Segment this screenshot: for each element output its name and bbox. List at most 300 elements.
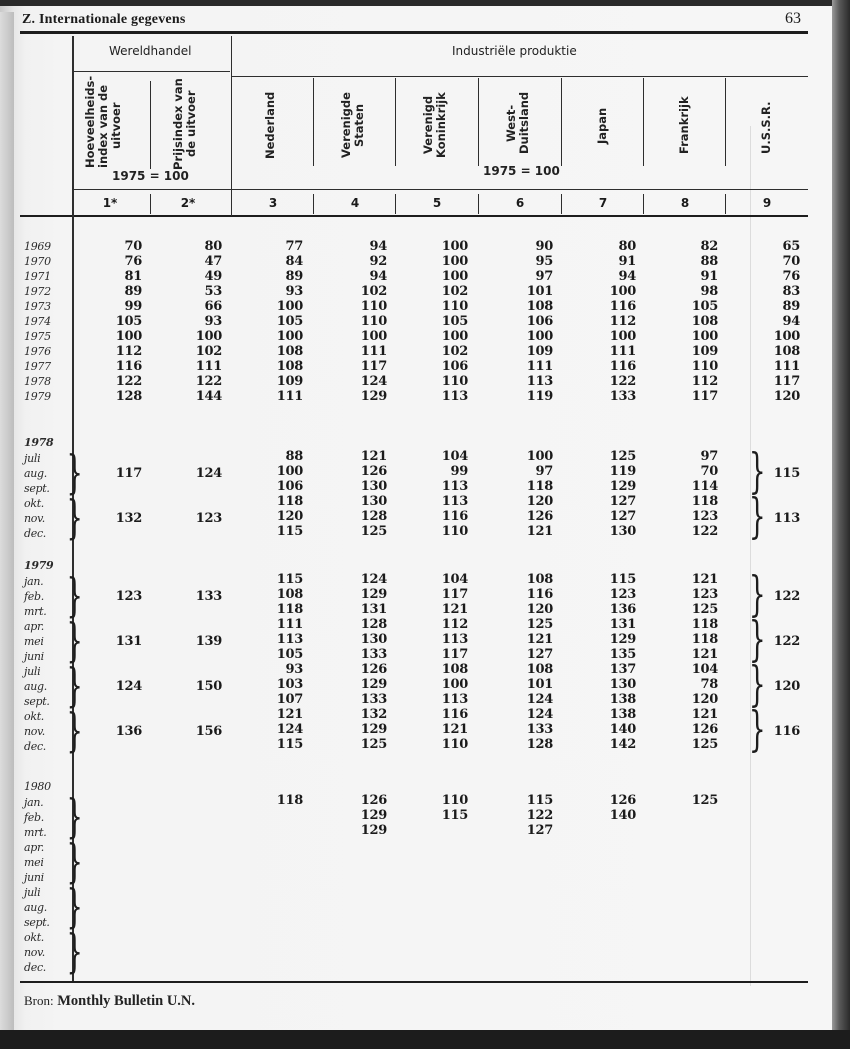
table-cell: 118: [276, 494, 303, 509]
table-cell: 138: [609, 692, 636, 707]
table-cell: 127: [609, 509, 636, 524]
table-cell: 120: [526, 602, 553, 617]
row-label-month: aug.: [24, 467, 47, 480]
table-cell: 120: [526, 494, 553, 509]
table-cell: 100: [609, 329, 636, 344]
table-cell: 126: [691, 722, 718, 737]
table-cell: 66: [204, 299, 222, 314]
table-cell: 133: [360, 692, 387, 707]
table-cell: 100: [441, 239, 468, 254]
table-cell: 88: [700, 254, 718, 269]
col-header-1: Hoeveelheids- index van de uitvoer: [83, 75, 123, 168]
table-cell: 102: [441, 344, 468, 359]
colnum-5: 5: [432, 196, 442, 210]
table-cell: 99: [124, 299, 142, 314]
table-cell: 80: [204, 239, 222, 254]
document-page: [0, 6, 832, 1030]
row-label-month: sept.: [24, 916, 50, 929]
table-cell: 89: [782, 299, 800, 314]
table-cell: 94: [369, 239, 387, 254]
table-cell: 113: [441, 632, 468, 647]
row-label-month: dec.: [24, 961, 47, 974]
table-cell: 122: [691, 524, 718, 539]
col-divider-5: [478, 78, 479, 166]
header-bottom-rule: [20, 215, 808, 217]
table-cell: 76: [782, 269, 800, 284]
table-cell: 93: [204, 314, 222, 329]
table-cell: 109: [691, 344, 718, 359]
table-cell: 115: [276, 524, 303, 539]
table-cell: 101: [526, 284, 553, 299]
table-cell: 116: [609, 299, 636, 314]
table-cell: 150: [195, 679, 222, 694]
table-cell: 113: [526, 374, 553, 389]
row-label-year: 1972: [24, 285, 51, 298]
row-label-month: apr.: [24, 620, 44, 633]
col-header-6: West- Duitsland: [504, 91, 531, 154]
table-cell: 97: [700, 449, 718, 464]
table-cell: 125: [691, 602, 718, 617]
row-label-year: 1976: [24, 345, 51, 358]
colnum-4: 4: [350, 196, 360, 210]
colnum-6: 6: [515, 196, 525, 210]
table-cell: 116: [609, 359, 636, 374]
table-cell: 113: [441, 479, 468, 494]
table-cell: 100: [441, 269, 468, 284]
brace-icon: }: [748, 566, 766, 622]
colnum-1: 1*: [102, 196, 118, 210]
table-cell: 111: [526, 359, 553, 374]
table-cell: 118: [526, 479, 553, 494]
table-cell: 105: [691, 299, 718, 314]
table-cell: 131: [360, 602, 387, 617]
source-note: [24, 993, 195, 1010]
table-cell: 93: [285, 662, 303, 677]
table-cell: 127: [526, 647, 553, 662]
table-cell: 115: [276, 572, 303, 587]
table-cell: 70: [124, 239, 142, 254]
brace-icon: }: [748, 701, 766, 757]
table-cell: 108: [526, 299, 553, 314]
table-cell: 100: [441, 677, 468, 692]
table-cell: 105: [276, 647, 303, 662]
table-cell: 125: [691, 737, 718, 752]
table-cell: 119: [526, 389, 553, 404]
base-year-left: 1975 = 100: [112, 169, 189, 183]
row-label-month: aug.: [24, 901, 47, 914]
col-divider-3b: [313, 194, 314, 214]
table-cell: 137: [609, 662, 636, 677]
table-cell: 110: [360, 314, 387, 329]
table-cell: 136: [609, 602, 636, 617]
col-divider-6b: [561, 194, 562, 214]
table-cell: 111: [276, 617, 303, 632]
table-cell: 78: [700, 677, 718, 692]
table-cell: 128: [360, 509, 387, 524]
top-rule: [20, 31, 808, 34]
colnum-rule: [72, 189, 808, 190]
table-cell: 108: [276, 344, 303, 359]
row-label-month: mei: [24, 635, 44, 648]
table-cell: 122: [773, 589, 800, 604]
table-cell: 131: [115, 634, 142, 649]
table-cell: 124: [115, 679, 142, 694]
row-label-year: 1970: [24, 255, 51, 268]
row-label-month: sept.: [24, 695, 50, 708]
row-label-month: juli: [24, 665, 41, 678]
row-label-month: feb.: [24, 811, 44, 824]
table-cell: 106: [276, 479, 303, 494]
table-cell: 117: [115, 466, 142, 481]
table-cell: 129: [360, 389, 387, 404]
table-cell: 76: [124, 254, 142, 269]
colnum-3: 3: [268, 196, 278, 210]
table-cell: 110: [691, 359, 718, 374]
table-cell: 94: [618, 269, 636, 284]
table-cell: 117: [773, 374, 800, 389]
table-cell: 106: [441, 359, 468, 374]
table-cell: 77: [285, 239, 303, 254]
table-cell: 144: [195, 389, 222, 404]
table-cell: 115: [276, 737, 303, 752]
brace-icon: }: [748, 611, 766, 667]
table-cell: 133: [526, 722, 553, 737]
row-label-month: juni: [24, 650, 44, 663]
table-cell: 113: [441, 692, 468, 707]
table-cell: 118: [691, 632, 718, 647]
table-cell: 123: [691, 509, 718, 524]
col-divider-6: [561, 78, 562, 166]
table-cell: 97: [535, 464, 553, 479]
table-cell: 140: [609, 808, 636, 823]
table-cell: 131: [609, 617, 636, 632]
table-cell: 102: [441, 284, 468, 299]
table-cell: 90: [535, 239, 553, 254]
table-cell: 109: [526, 344, 553, 359]
table-cell: 126: [360, 793, 387, 808]
table-cell: 108: [691, 314, 718, 329]
table-cell: 130: [360, 479, 387, 494]
row-label-year: 1977: [24, 360, 51, 373]
table-cell: 100: [691, 329, 718, 344]
row-label-year: 1978: [24, 436, 54, 449]
row-label-year: 1971: [24, 270, 51, 283]
group-divider: [231, 36, 232, 216]
table-cell: 108: [276, 587, 303, 602]
table-cell: 112: [609, 314, 636, 329]
brace-icon: }: [66, 568, 83, 622]
table-cell: 97: [535, 269, 553, 284]
table-cell: 115: [773, 466, 800, 481]
table-cell: 117: [441, 587, 468, 602]
brace-icon: }: [748, 443, 766, 499]
table-cell: 88: [285, 449, 303, 464]
table-cell: 122: [773, 634, 800, 649]
table-cell: 122: [115, 374, 142, 389]
colnum-7: 7: [598, 196, 608, 210]
table-cell: 110: [441, 793, 468, 808]
brace-icon: }: [66, 490, 83, 544]
table-cell: 108: [526, 572, 553, 587]
table-cell: 104: [441, 449, 468, 464]
row-label-month: juli: [24, 452, 41, 465]
col-divider-7b: [643, 194, 644, 214]
table-cell: 65: [782, 239, 800, 254]
table-cell: 53: [204, 284, 222, 299]
row-label-year: 1969: [24, 240, 51, 253]
table-cell: 89: [285, 269, 303, 284]
table-cell: 100: [441, 329, 468, 344]
row-label-month: mrt.: [24, 826, 47, 839]
row-label-month: nov.: [24, 725, 45, 738]
col-divider-1: [150, 81, 151, 169]
table-cell: 124: [526, 692, 553, 707]
header-subrule-left: [72, 71, 230, 72]
bottom-rule: [20, 981, 808, 983]
table-cell: 121: [276, 707, 303, 722]
table-cell: 121: [691, 572, 718, 587]
table-cell: 120: [691, 692, 718, 707]
table-cell: 129: [360, 677, 387, 692]
header-subrule-right: [232, 76, 808, 77]
brace-icon: }: [748, 656, 766, 712]
table-cell: 130: [360, 494, 387, 509]
row-label-year: 1973: [24, 300, 51, 313]
table-cell: 125: [526, 617, 553, 632]
colnum-9: 9: [762, 196, 772, 210]
table-cell: 100: [115, 329, 142, 344]
group-header-wereldhandel: Wereldhandel: [109, 44, 192, 58]
table-cell: 106: [526, 314, 553, 329]
table-cell: 113: [276, 632, 303, 647]
table-cell: 135: [609, 647, 636, 662]
table-cell: 114: [691, 479, 718, 494]
table-cell: 110: [360, 299, 387, 314]
table-cell: 94: [369, 269, 387, 284]
col-header-3: Nederland: [263, 91, 277, 159]
table-cell: 122: [526, 808, 553, 823]
row-label-year: 1979: [24, 559, 54, 572]
row-label-year: 1978: [24, 375, 51, 388]
table-cell: 121: [526, 632, 553, 647]
row-label-year: 1974: [24, 315, 51, 328]
table-cell: 133: [195, 589, 222, 604]
col-divider-8: [725, 78, 726, 166]
table-cell: 91: [618, 254, 636, 269]
table-cell: 123: [115, 589, 142, 604]
col-header-2: Prijsindex van de uitvoer: [171, 78, 198, 170]
col-divider-5b: [478, 194, 479, 214]
table-cell: 113: [441, 389, 468, 404]
row-label-year: 1979: [24, 390, 51, 403]
table-cell: 111: [195, 359, 222, 374]
brace-icon: }: [66, 445, 83, 499]
table-cell: 112: [115, 344, 142, 359]
table-cell: 126: [360, 662, 387, 677]
table-cell: 124: [526, 707, 553, 722]
table-cell: 129: [360, 823, 387, 838]
table-cell: 101: [526, 677, 553, 692]
table-cell: 128: [360, 617, 387, 632]
row-label-month: okt.: [24, 710, 45, 723]
col-header-7: Japan: [595, 107, 609, 145]
col-divider-1b: [150, 194, 151, 214]
table-cell: 123: [691, 587, 718, 602]
table-cell: 111: [276, 389, 303, 404]
table-cell: 121: [441, 602, 468, 617]
table-cell: 89: [124, 284, 142, 299]
col-divider-7: [643, 78, 644, 166]
table-cell: 124: [360, 572, 387, 587]
table-cell: 125: [360, 524, 387, 539]
table-cell: 108: [276, 359, 303, 374]
table-cell: 109: [276, 374, 303, 389]
table-cell: 142: [609, 737, 636, 752]
table-cell: 102: [195, 344, 222, 359]
table-cell: 117: [360, 359, 387, 374]
table-cell: 116: [115, 359, 142, 374]
table-cell: 110: [441, 524, 468, 539]
col-header-8: Frankrijk: [677, 96, 691, 154]
table-cell: 100: [526, 329, 553, 344]
table-cell: 125: [609, 449, 636, 464]
table-cell: 115: [609, 572, 636, 587]
table-cell: 127: [609, 494, 636, 509]
group-header-industriele-produktie: Industriële produktie: [452, 44, 577, 58]
brace-icon: }: [66, 613, 83, 667]
table-cell: 100: [609, 284, 636, 299]
row-label-month: jan.: [24, 575, 44, 588]
col-header-9: U.S.S.R.: [759, 101, 773, 154]
table-cell: 100: [276, 329, 303, 344]
table-cell: 110: [441, 374, 468, 389]
table-cell: 129: [609, 632, 636, 647]
table-cell: 95: [535, 254, 553, 269]
table-cell: 105: [115, 314, 142, 329]
table-cell: 121: [691, 707, 718, 722]
row-label-month: jan.: [24, 796, 44, 809]
table-cell: 100: [773, 329, 800, 344]
table-cell: 120: [773, 679, 800, 694]
table-cell: 103: [276, 677, 303, 692]
table-cell: 108: [773, 344, 800, 359]
table-cell: 132: [115, 511, 142, 526]
table-cell: 126: [609, 793, 636, 808]
table-cell: 118: [276, 793, 303, 808]
table-cell: 132: [360, 707, 387, 722]
table-cell: 111: [609, 344, 636, 359]
table-cell: 100: [360, 329, 387, 344]
table-cell: 129: [360, 587, 387, 602]
row-label-month: apr.: [24, 841, 44, 854]
table-cell: 70: [700, 464, 718, 479]
previous-page-edge: [0, 12, 14, 1036]
table-cell: 105: [441, 314, 468, 329]
table-cell: 133: [609, 389, 636, 404]
table-cell: 115: [526, 793, 553, 808]
table-cell: 117: [691, 389, 718, 404]
table-cell: 121: [526, 524, 553, 539]
table-cell: 91: [700, 269, 718, 284]
table-cell: 113: [441, 494, 468, 509]
row-label-month: mei: [24, 856, 44, 869]
table-cell: 70: [782, 254, 800, 269]
brace-icon: }: [66, 924, 83, 978]
bleed-through-line: [750, 126, 751, 986]
col-divider-4b: [395, 194, 396, 214]
page-number: 63: [785, 10, 801, 27]
table-cell: 47: [204, 254, 222, 269]
col-divider-3: [313, 78, 314, 166]
table-cell: 121: [691, 647, 718, 662]
row-label-month: sept.: [24, 482, 50, 495]
col-divider-4: [395, 78, 396, 166]
table-cell: 92: [369, 254, 387, 269]
brace-icon: }: [66, 879, 83, 933]
table-cell: 119: [609, 464, 636, 479]
col-divider-8b: [725, 194, 726, 214]
table-cell: 99: [450, 464, 468, 479]
running-head: Z. Internationale gegevens: [22, 12, 186, 27]
table-cell: 138: [609, 707, 636, 722]
table-cell: 108: [441, 662, 468, 677]
row-label-month: feb.: [24, 590, 44, 603]
table-cell: 118: [691, 494, 718, 509]
table-cell: 125: [691, 793, 718, 808]
row-label-month: juli: [24, 886, 41, 899]
table-cell: 123: [195, 511, 222, 526]
row-label-month: dec.: [24, 527, 47, 540]
row-label-month: okt.: [24, 497, 45, 510]
row-label-month: aug.: [24, 680, 47, 693]
scan-bottom-edge: [0, 1030, 850, 1049]
table-cell: 156: [195, 724, 222, 739]
table-cell: 120: [276, 509, 303, 524]
table-cell: 111: [360, 344, 387, 359]
brace-icon: }: [748, 488, 766, 544]
row-label-month: dec.: [24, 740, 47, 753]
table-cell: 110: [441, 299, 468, 314]
table-cell: 121: [441, 722, 468, 737]
table-cell: 80: [618, 239, 636, 254]
table-cell: 129: [360, 722, 387, 737]
table-cell: 111: [773, 359, 800, 374]
table-cell: 130: [360, 632, 387, 647]
table-cell: 104: [691, 662, 718, 677]
table-cell: 112: [691, 374, 718, 389]
table-cell: 112: [441, 617, 468, 632]
table-cell: 118: [276, 602, 303, 617]
table-cell: 105: [276, 314, 303, 329]
table-cell: 124: [195, 466, 222, 481]
table-cell: 82: [700, 239, 718, 254]
table-cell: 116: [441, 707, 468, 722]
table-cell: 126: [526, 509, 553, 524]
table-cell: 93: [285, 284, 303, 299]
table-cell: 136: [115, 724, 142, 739]
table-cell: 129: [609, 479, 636, 494]
table-cell: 98: [700, 284, 718, 299]
row-label-month: mrt.: [24, 605, 47, 618]
table-cell: 129: [360, 808, 387, 823]
table-cell: 122: [609, 374, 636, 389]
row-label-month: nov.: [24, 946, 45, 959]
table-cell: 81: [124, 269, 142, 284]
table-cell: 116: [773, 724, 800, 739]
table-cell: 107: [276, 692, 303, 707]
brace-icon: }: [66, 834, 83, 888]
table-cell: 139: [195, 634, 222, 649]
